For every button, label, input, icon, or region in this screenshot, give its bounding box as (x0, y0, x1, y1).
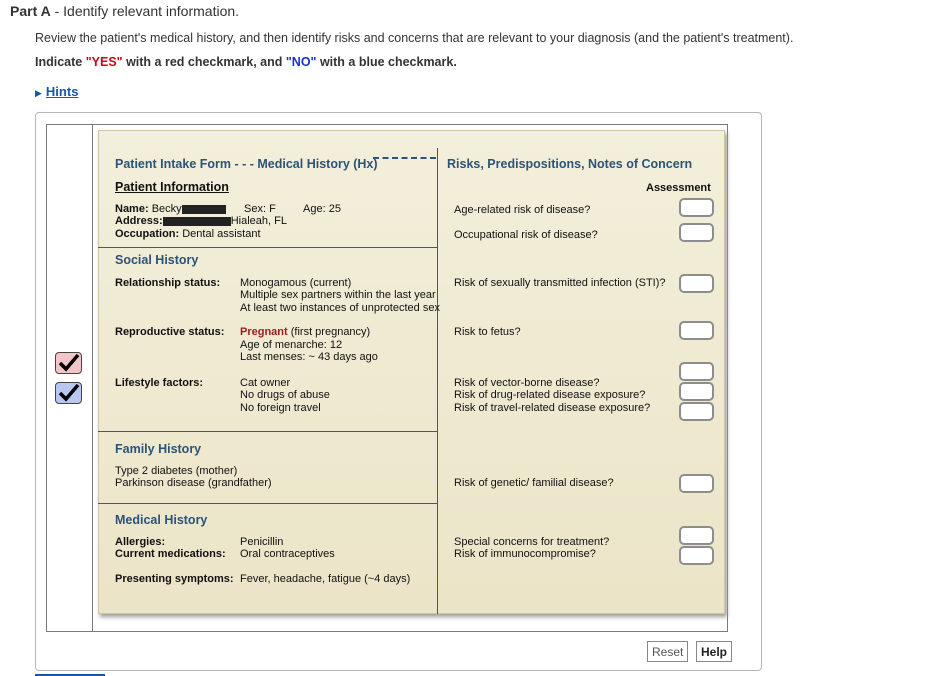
patient-occupation: Occupation: Dental assistant (115, 228, 261, 240)
allergies-value: Penicillin (240, 536, 284, 548)
allergies-label: Allergies: (115, 536, 166, 548)
reproductive-label: Reproductive status: (115, 326, 225, 338)
relationship-line-3: At least two instances of unprotected sex (240, 302, 440, 314)
medications-label: Current medications: (115, 548, 226, 560)
assessment-box-occupational[interactable] (679, 223, 714, 242)
redacted-surname (182, 205, 226, 214)
symptoms-label: Presenting symptoms: (115, 573, 234, 585)
instructions-line2 (35, 55, 457, 69)
assessment-box-vector-borne[interactable] (679, 362, 714, 381)
section-divider (98, 431, 438, 432)
last-menses: Last menses: ~ 43 days ago (240, 351, 378, 363)
assessment-box-age[interactable] (679, 198, 714, 217)
instr-text-a: Indicate (35, 55, 86, 69)
no-label: "NO" (285, 55, 317, 69)
symptoms-value: Fever, headache, fatigue (~4 days) (240, 573, 411, 585)
pregnancy-status: Pregnant (first pregnancy) (240, 326, 371, 338)
section-divider (98, 247, 438, 248)
instr-text-b: with a red checkmark, and (122, 55, 286, 69)
hints-link[interactable]: Hints (45, 84, 79, 99)
help-button[interactable]: Help (696, 641, 732, 662)
caret-right-icon: ▶ (35, 88, 42, 98)
lifestyle-line-2: No drugs of abuse (240, 389, 330, 401)
risk-drug-related: Risk of drug-related disease exposure? (454, 389, 646, 401)
checkmark-icon (58, 353, 80, 373)
risk-age: Age-related risk of disease? (454, 204, 591, 216)
family-line-1: Type 2 diabetes (mother) (115, 465, 238, 477)
patient-name: Name: Becky (115, 203, 226, 216)
part-title (10, 3, 239, 19)
medications-value: Oral contraceptives (240, 548, 335, 560)
instr-text-c: with a blue checkmark. (316, 55, 457, 69)
risk-immunocompromise: Risk of immunocompromise? (454, 548, 596, 560)
medical-history-heading: Medical History (115, 513, 208, 527)
patient-info-heading: Patient Information (115, 180, 229, 194)
checkmark-icon (58, 383, 80, 403)
yes-label: "YES" (85, 55, 123, 69)
assessment-box-genetic[interactable] (679, 474, 714, 493)
hints-toggle[interactable] (35, 84, 78, 99)
assessment-box-drug-related[interactable] (679, 382, 714, 401)
section-divider (98, 503, 438, 504)
blue-checkmark-tool[interactable] (55, 382, 82, 404)
patient-age: Age: 25 (303, 203, 341, 215)
risk-treatment-concerns: Special concerns for treatment? (454, 536, 610, 548)
lifestyle-label: Lifestyle factors: (115, 377, 204, 389)
column-divider (437, 148, 438, 614)
part-separator: - (50, 3, 64, 19)
redacted-address (163, 217, 231, 226)
menarche-age: Age of menarche: 12 (240, 339, 343, 351)
relationship-line-1: Monogamous (current) (240, 277, 352, 289)
instructions-line1: Review the patient's medical history, and then identify risks and concerns that are relevant to your diagnosis (and the patient's treatment). (35, 31, 794, 45)
risk-sti: Risk of sexually transmitted infection (STI)? (454, 277, 666, 289)
assessment-box-treatment-concerns[interactable] (679, 526, 714, 545)
relationship-label: Relationship status: (115, 277, 221, 289)
family-history-heading: Family History (115, 442, 202, 456)
assessment-box-travel-related[interactable] (679, 402, 714, 421)
family-line-2: Parkinson disease (grandfather) (115, 477, 272, 489)
right-column-header: Risks, Predispositions, Notes of Concern (447, 157, 693, 171)
social-history-heading: Social History (115, 253, 199, 267)
header-dashes (373, 157, 436, 159)
relationship-line-2: Multiple sex partners within the last year (240, 289, 436, 301)
lifestyle-line-1: Cat owner (240, 377, 291, 389)
part-heading: Identify relevant information. (63, 3, 240, 19)
assessment-box-fetus[interactable] (679, 321, 714, 340)
risk-vector-borne: Risk of vector-borne disease? (454, 377, 600, 389)
risk-fetus: Risk to fetus? (454, 326, 521, 338)
lifestyle-line-3: No foreign travel (240, 402, 321, 414)
risk-occupational: Occupational risk of disease? (454, 229, 598, 241)
patient-address: Address: Hialeah, FL (115, 215, 287, 227)
red-checkmark-tool[interactable] (55, 352, 82, 374)
reset-button[interactable]: Reset (647, 641, 688, 662)
patient-sex: Sex: F (244, 203, 276, 215)
left-column-header: Patient Intake Form - - - Medical History (Hx) (115, 157, 378, 171)
assessment-box-sti[interactable] (679, 274, 714, 293)
assessment-box-immunocompromise[interactable] (679, 546, 714, 565)
tool-palette (46, 124, 93, 632)
risk-genetic: Risk of genetic/ familial disease? (454, 477, 614, 489)
risk-travel-related: Risk of travel-related disease exposure? (454, 402, 651, 414)
part-prefix: Part A (10, 3, 51, 19)
assessment-label: Assessment (646, 182, 711, 194)
